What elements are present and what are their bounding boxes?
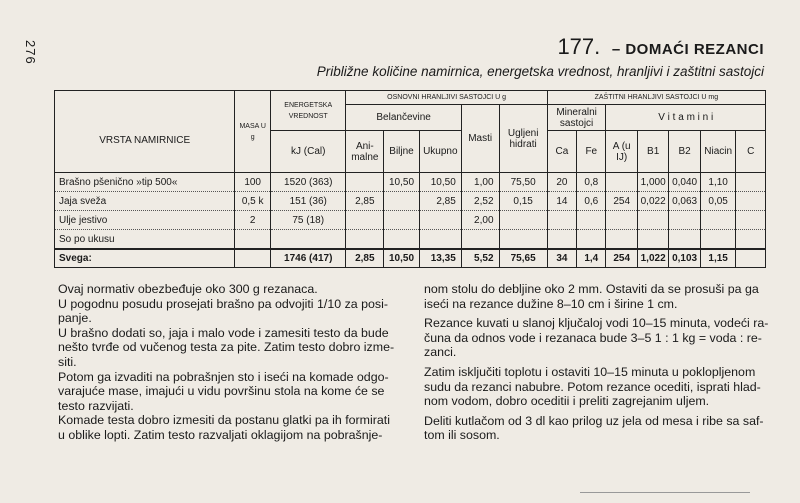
- total-ukupno: 13,35: [419, 249, 461, 268]
- cell-name: Brašno pšenično »tip 500«: [55, 173, 235, 192]
- header-zastitni: ZAŠTITNI HRANLJIVI SASTOJCI U mg: [547, 91, 765, 105]
- text-line: Potom ga izvaditi na pobrašnjen sto i iseći na komade odgo-: [58, 369, 389, 384]
- cell-masa: [235, 230, 271, 250]
- total-energy: 1746 (417): [270, 249, 345, 268]
- cell-b1: 0,022: [637, 192, 668, 211]
- text-line: nom stolu do debljine oko 2 mm. Ostaviti da se prosuši pa ga: [424, 282, 759, 296]
- cell-ca: [547, 230, 576, 250]
- table-caption: Približne količine namirnica, energetska vrednost, hranljivi i zaštitni sastojci: [316, 64, 764, 79]
- total-ugljeni: 75,65: [499, 249, 547, 268]
- text-line: Deliti kutlačom od 3 dl kao prilog uz jela od mesa i ribe sa saf-: [424, 413, 764, 428]
- header-masa: MASA U g: [235, 91, 271, 173]
- instructions-left-column: [58, 282, 398, 443]
- cell-ugljeni: 0,15: [499, 192, 547, 211]
- text-line: nešto tvrđe od vučenog testa za pite. Zatim testo dobro izme-: [58, 340, 395, 355]
- table-row: [55, 211, 766, 230]
- total-row: [55, 249, 766, 268]
- cell-biljne: [384, 192, 420, 211]
- cell-ukupno: 2,85: [419, 192, 461, 211]
- cell-masa: 100: [235, 173, 271, 192]
- recipe-number: 177.: [557, 34, 601, 59]
- text-line: nom vodom, dobro oceditiі i preliti zagrejanim uljem.: [424, 394, 710, 409]
- cell-a: [606, 211, 637, 230]
- total-c: [736, 249, 766, 268]
- cell-a: [606, 173, 637, 192]
- cell-fe: 0,8: [577, 173, 606, 192]
- cell-b1: [637, 211, 668, 230]
- cell-name: Ulje jestivo: [55, 211, 235, 230]
- text-line: u oblike lopti. Zatim testo razvaljati oklagijom na pobrašnje-: [58, 427, 383, 442]
- header-vrsta: VRSTA NAMIRNICE: [55, 91, 235, 173]
- cell-masti: 2,00: [461, 211, 499, 230]
- text-line: sudu da rezanci nabubre. Potom rezance ocediti, isprati hlad-: [424, 379, 761, 394]
- cell-a: 254: [606, 192, 637, 211]
- cell-niacin: 0,05: [700, 192, 736, 211]
- total-b1: 1,022: [637, 249, 668, 268]
- header-b2: B2: [669, 131, 700, 173]
- cell-biljne: [384, 230, 420, 250]
- cell-b2: [669, 211, 700, 230]
- nutrition-table: [54, 90, 766, 268]
- header-b1: B1: [637, 131, 668, 173]
- header-niacin: Niacin: [700, 131, 736, 173]
- cell-name: So po ukusu: [55, 230, 235, 250]
- header-vitamini: V i t a m i n i: [606, 105, 766, 131]
- total-label: Svega:: [55, 249, 235, 268]
- cell-ugljeni: [499, 230, 547, 250]
- next-page-bleed: [580, 492, 750, 503]
- paragraph: [424, 414, 774, 443]
- table-row: [55, 230, 766, 250]
- header-fe: Fe: [577, 131, 606, 173]
- total-masa: [235, 249, 271, 268]
- cell-energy: 151 (36): [270, 192, 345, 211]
- cell-niacin: [700, 230, 736, 250]
- cell-animalne: [346, 173, 384, 192]
- text-line: testo razvijati.: [58, 398, 134, 413]
- text-line: zanci.: [424, 345, 457, 360]
- cell-ukupno: [419, 230, 461, 250]
- header-c: C: [736, 131, 766, 173]
- cell-masti: 1,00: [461, 173, 499, 192]
- header-osnovni: OSNOVNI HRANLJIVI SASTOJCI U g: [346, 91, 547, 105]
- text-line: varajuće mase, imajući u vidu površinu stola na kome će se: [58, 384, 385, 399]
- cell-c: [736, 192, 766, 211]
- cell-b1: [637, 230, 668, 250]
- text-line: siti.: [58, 354, 77, 369]
- text-line: Ovaj normativ obezbeđuje oko 300 g rezanaca.: [58, 282, 318, 296]
- header-ukupno: Ukupno: [419, 131, 461, 173]
- header-a: A (u IJ): [606, 131, 637, 173]
- total-ca: 34: [547, 249, 576, 268]
- total-masti: 5,52: [461, 249, 499, 268]
- header-energy-units: kJ (Cal): [270, 131, 345, 173]
- cell-niacin: [700, 211, 736, 230]
- paragraph: [424, 282, 774, 311]
- cell-b2: 0,063: [669, 192, 700, 211]
- cell-niacin: 1,10: [700, 173, 736, 192]
- cell-ugljeni: [499, 211, 547, 230]
- total-niacin: 1,15: [700, 249, 736, 268]
- recipe-title: [557, 34, 764, 60]
- text-line: tom ili sosom.: [424, 428, 500, 443]
- cell-energy: 75 (18): [270, 211, 345, 230]
- cell-masti: [461, 230, 499, 250]
- cell-ca: 14: [547, 192, 576, 211]
- instructions-right-column: [424, 282, 774, 443]
- total-biljne: 10,50: [384, 249, 420, 268]
- header-mineralni: Mineralni sastojci: [547, 105, 606, 131]
- header-ugljeni: Ugljeni hidrati: [499, 105, 547, 173]
- cell-ugljeni: 75,50: [499, 173, 547, 192]
- cell-ukupno: [419, 211, 461, 230]
- header-energy: ENERGETSKA VREDNOST: [270, 91, 345, 131]
- cell-energy: [270, 230, 345, 250]
- total-b2: 0,103: [669, 249, 700, 268]
- cell-b2: [669, 230, 700, 250]
- text-line: U brašno dodati so, jaja i malo vode i zamesiti testo da bude: [58, 325, 389, 340]
- text-line: Rezance kuvati u slanoj ključaloj vodi 10–15 minuta, vodeći ra-: [424, 316, 769, 331]
- cell-biljne: 10,50: [384, 173, 420, 192]
- text-line: panje.: [58, 311, 92, 326]
- cell-c: [736, 211, 766, 230]
- cell-masti: 2,52: [461, 192, 499, 211]
- table-row: [55, 173, 766, 192]
- cell-ca: [547, 211, 576, 230]
- paragraph: [424, 316, 774, 360]
- cell-animalne: [346, 211, 384, 230]
- cell-animalne: [346, 230, 384, 250]
- header-animalne: Ani- malne: [346, 131, 384, 173]
- cell-animalne: 2,85: [346, 192, 384, 211]
- total-fe: 1,4: [577, 249, 606, 268]
- cell-b2: 0,040: [669, 173, 700, 192]
- cell-biljne: [384, 211, 420, 230]
- text-line: čuna da odnos vode i rezanaca bude 3–5 1 : 1 kg = voda : re-: [424, 330, 762, 345]
- cell-c: [736, 230, 766, 250]
- cell-energy: 1520 (363): [270, 173, 345, 192]
- text-line: U pogodnu posudu prosejati brašno pa odvojiti 1/10 za posi-: [58, 296, 388, 311]
- cell-ukupno: 10,50: [419, 173, 461, 192]
- text-line: Zatim isključiti toplotu i ostaviti 10–15 minuta u poklopljenom: [424, 364, 756, 379]
- cell-b1: 1,000: [637, 173, 668, 192]
- cell-c: [736, 173, 766, 192]
- cell-fe: [577, 230, 606, 250]
- page-number: 276: [23, 40, 38, 65]
- cell-masa: 2: [235, 211, 271, 230]
- table-row: [55, 192, 766, 211]
- text-line: iseći na rezance dužine 8–10 cm i širine 1 cm.: [424, 296, 678, 311]
- header-masti: Masti: [461, 105, 499, 173]
- header-belancevine: Belančevine: [346, 105, 461, 131]
- paragraph: [424, 365, 774, 409]
- total-a: 254: [606, 249, 637, 268]
- cell-fe: [577, 211, 606, 230]
- cell-a: [606, 230, 637, 250]
- cell-ca: 20: [547, 173, 576, 192]
- cell-name: Jaja sveža: [55, 192, 235, 211]
- cell-fe: 0,6: [577, 192, 606, 211]
- recipe-name: – DOMAĆI REZANCI: [611, 41, 764, 58]
- header-biljne: Biljne: [384, 131, 420, 173]
- text-line: Komade testa dobro izmesiti da postanu glatki pa ih formirati: [58, 413, 390, 428]
- total-animalne: 2,85: [346, 249, 384, 268]
- header-ca: Ca: [547, 131, 576, 173]
- cell-masa: 0,5 k: [235, 192, 271, 211]
